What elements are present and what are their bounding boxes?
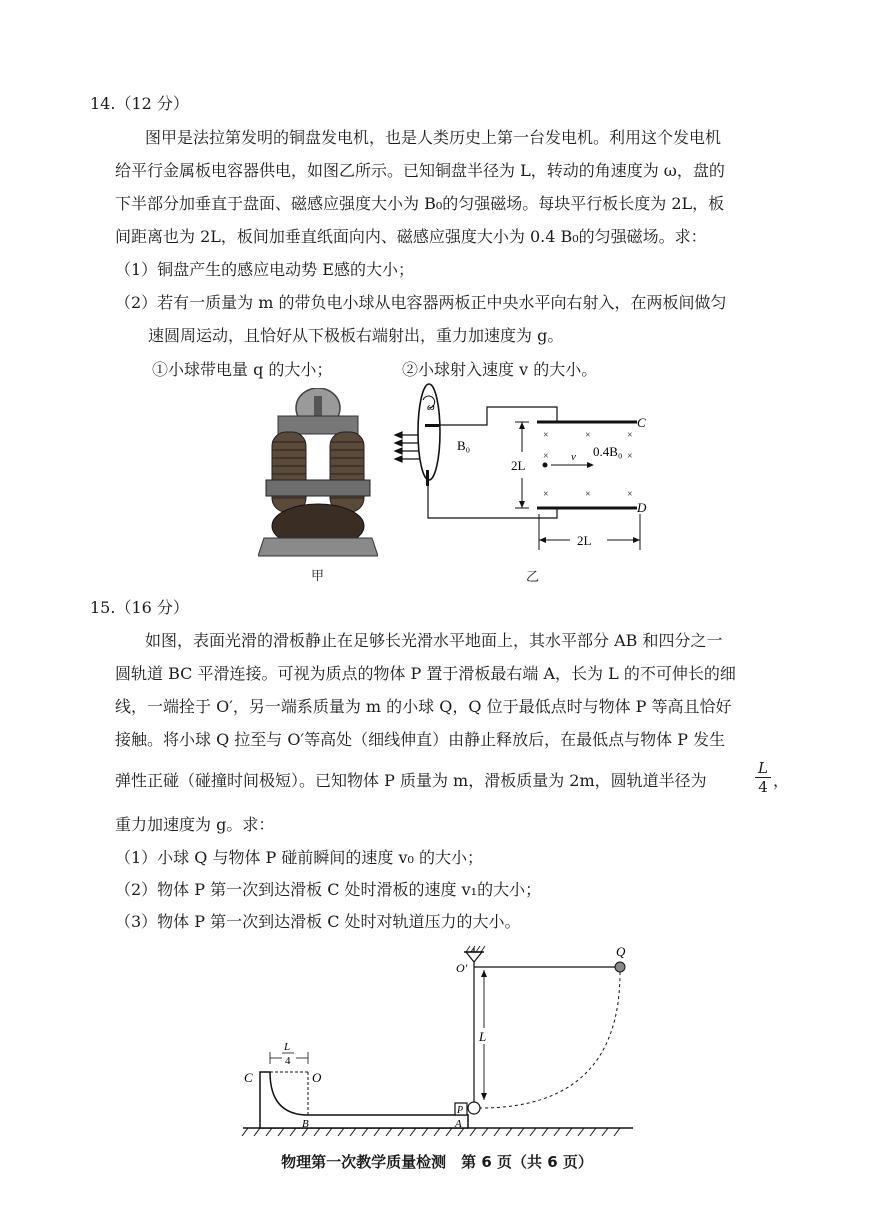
svg-text:×: ×: [543, 451, 549, 462]
omega-label: ω: [427, 401, 435, 413]
fraction-numerator: L: [755, 759, 771, 778]
pivot-label: O′: [456, 961, 468, 975]
svg-text:×: ×: [627, 430, 633, 441]
plate-d-label: D: [637, 500, 647, 515]
q15-para-line1: 如图，表面光滑的滑板静止在足够长光滑水平地面上，其水平部分 AB 和四分之一: [145, 631, 723, 650]
ball-q-label: Q: [616, 944, 626, 959]
q15-para-line2: 圆轨道 BC 平滑连接。可视为质点的物体 P 置于滑板最右端 A，长为 L 的不可伸长的细: [115, 664, 736, 683]
point-c-label: C: [244, 1070, 253, 1085]
fraction-comma: ，: [773, 771, 790, 790]
plate-c-label: C: [637, 415, 646, 430]
q15-sub2: （2）物体 P 第一次到达滑板 C 处时滑板的速度 v₁的大小；: [115, 880, 542, 899]
q15-header: 15.（16 分）: [90, 598, 189, 617]
q14-sub2-line2: 速圆周运动，且恰好从下极板右端射出，重力加速度为 g。: [148, 326, 564, 345]
q15-sub1: （1）小球 Q 与物体 P 碰前瞬间的速度 v₀ 的大小；: [115, 848, 484, 867]
figure-capacitor-circuit: [385, 380, 660, 555]
b0-label: B₀: [457, 438, 471, 453]
length-l-label: L: [479, 1029, 487, 1044]
figure-yi-caption: 乙: [526, 570, 540, 585]
svg-text:×: ×: [585, 430, 591, 441]
figure-copper-disk-generator: [258, 388, 378, 563]
svg-text:×: ×: [627, 451, 633, 462]
block-p-label: P: [457, 1105, 464, 1116]
quarter-den-label: 4: [285, 1055, 291, 1067]
q15-para-line4: 接触。将小球 Q 拉至与 O′等高处（细线伸直）由静止释放后，在最低点与物体 P 发生: [115, 730, 726, 749]
q14-para-line4: 间距离也为 2L，板间加垂直纸面向内、磁感应强度大小为 0.4 B₀的匀强磁场。求：: [115, 227, 707, 246]
page-footer: 物理第一次教学质量检测 第 6 页（共 6 页）: [281, 1153, 593, 1171]
q14-para-line2: 给平行金属板电容器供电，如图乙所示。已知铜盘半径为 L，转动的角速度为 ω，盘的: [115, 161, 725, 180]
length-label: 2L: [577, 533, 592, 548]
q15-para-line5: 弹性正碰（碰撞时间极短）。已知物体 P 质量为 m，滑板质量为 2m，圆轨道半径为: [115, 771, 707, 790]
q14-header: 14.（12 分）: [90, 94, 189, 113]
figure-jia-caption: 甲: [311, 569, 325, 584]
q15-para-line6: 重力加速度为 g。求：: [115, 815, 275, 834]
radius-fraction: [755, 759, 771, 796]
q15-sub3: （3）物体 P 第一次到达滑板 C 处时对轨道压力的大小。: [115, 912, 521, 931]
svg-text:×: ×: [585, 489, 591, 500]
svg-text:×: ×: [543, 430, 549, 441]
field-label: 0.4B₀: [593, 444, 623, 459]
svg-text:×: ×: [543, 489, 549, 500]
q14-sub1: （1）铜盘产生的感应电动势 E感的大小；: [115, 260, 414, 279]
figure-slide-board: [238, 940, 638, 1140]
fraction-denominator: 4: [758, 778, 768, 796]
point-a-label: A: [455, 1118, 462, 1130]
q14-para-line1: 图甲是法拉第发明的铜盘发电机，也是人类历史上第一台发电机。利用这个发电机: [145, 128, 722, 147]
q14-subq-b: ②小球射入速度 v 的大小。: [402, 360, 598, 379]
q14-sub2-line1: （2）若有一质量为 m 的带负电小球从电容器两板正中央水平向右射入，在两板间做匀: [115, 293, 727, 312]
svg-text:×: ×: [627, 489, 633, 500]
q14-subq-a: ①小球带电量 q 的大小；: [152, 360, 333, 379]
q15-para-line3: 线，一端拴于 O′，另一端系质量为 m 的小球 Q，Q 位于最低点时与物体 P 等高且恰好: [115, 697, 732, 716]
q14-para-line3: 下半部分加垂直于盘面、磁感应强度大小为 B₀的匀强磁场。每块平行板长度为 2L，板: [115, 194, 725, 213]
velocity-label: v: [571, 451, 576, 463]
gap-label: 2L: [511, 458, 526, 473]
point-b-label: B: [302, 1118, 309, 1130]
quarter-num-label: L: [284, 1041, 291, 1053]
point-o-label: O: [312, 1070, 322, 1085]
